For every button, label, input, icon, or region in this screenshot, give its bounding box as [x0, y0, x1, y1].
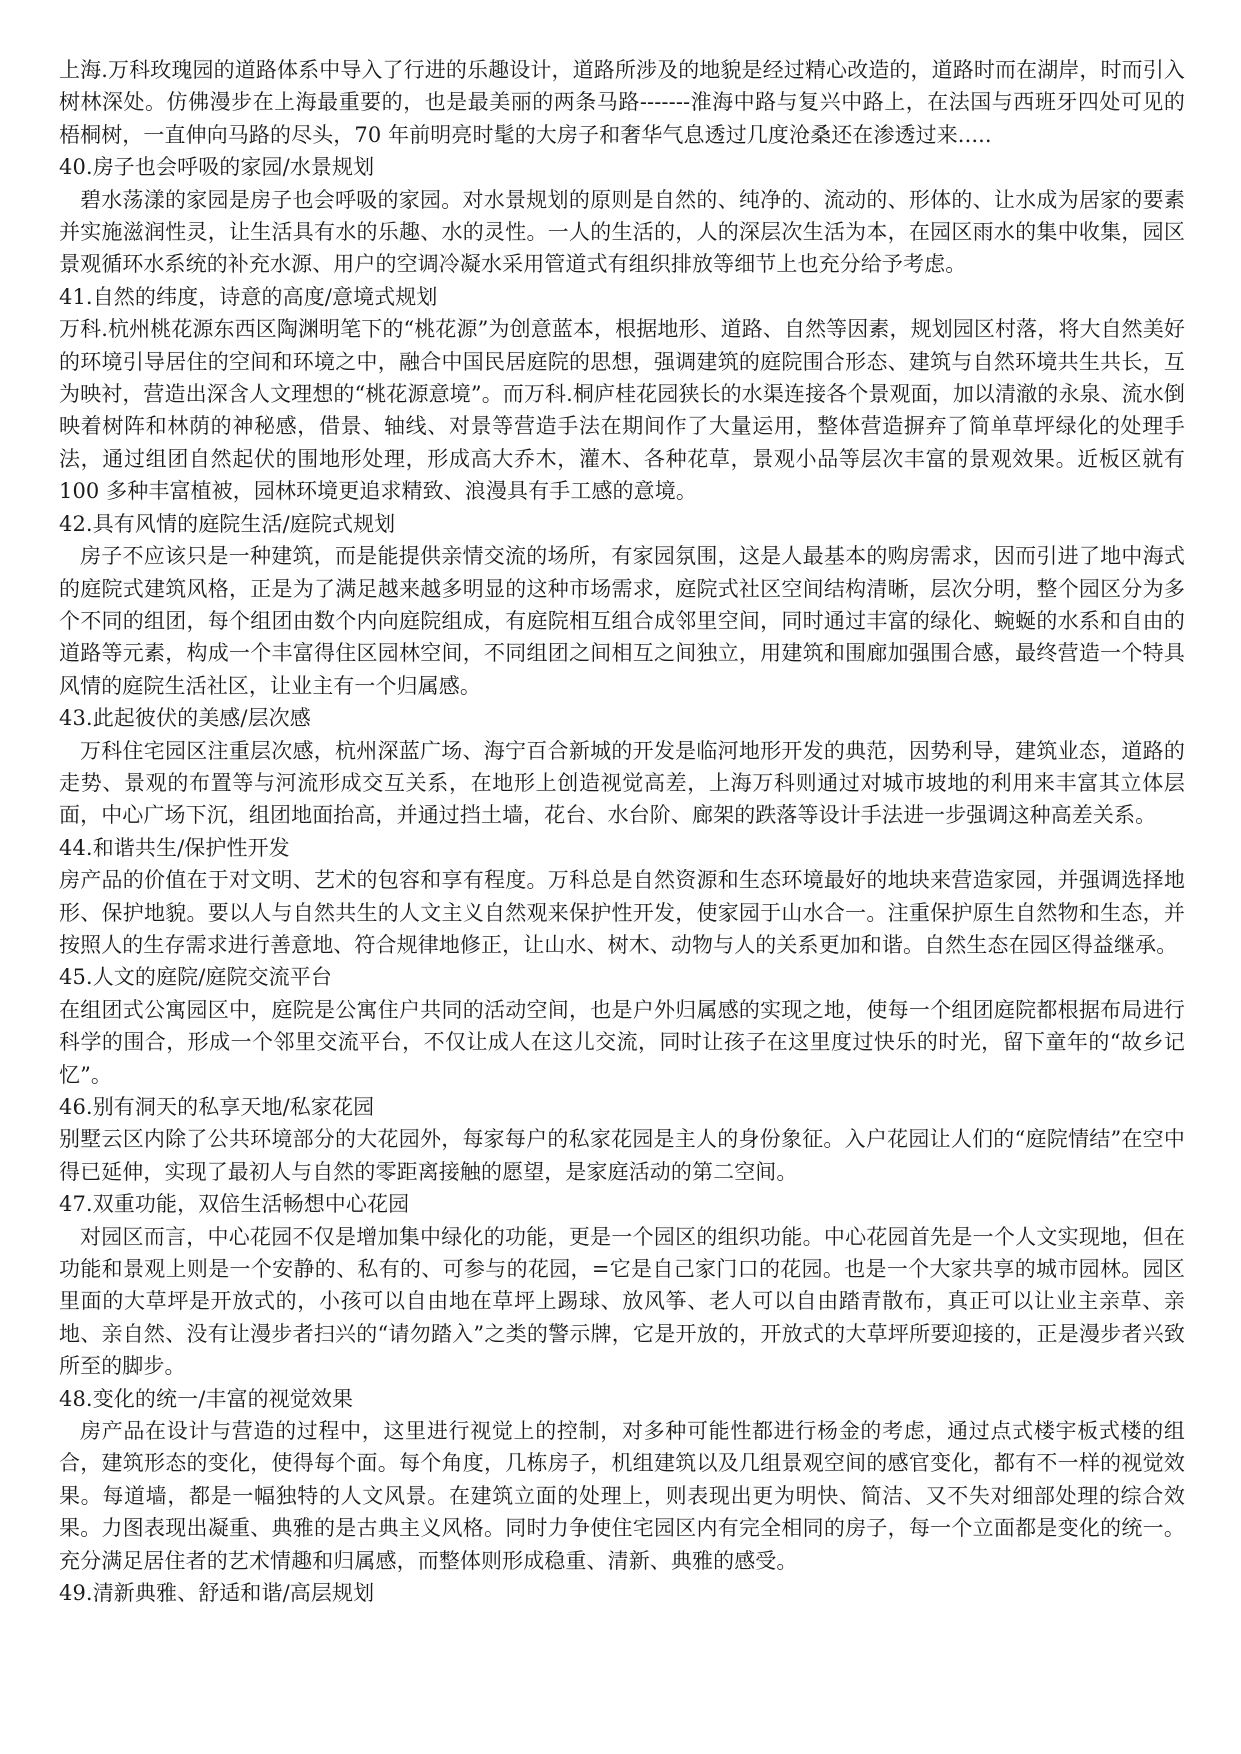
document-page [59, 54, 1185, 1610]
section-heading-46: 46.别有洞天的私享天地/私家花园 [59, 1095, 375, 1119]
section-heading-47: 47.双重功能，双倍生活畅想中心花园 [59, 1192, 410, 1217]
section-body-42: 房子不应该只是一种建筑，而是能提供亲情交流的场所，有家园氛围，这是人最基本的购房需求，因而引进了地中海式的庭院式建筑风格，正是为了满足越来越多明显的这种市场需求，庭院式社区空间结构清晰，层次分明，整个园区分为多个不同的组团，每个组团由数个内向庭院组成，有庭院相互组合成邻里空间，同时通过丰富的绿化、蜿蜒的水系和自由的道路等元素，构成一个丰富得住区园林空间，不同组团之间相互之间独立，用建筑和围廊加强围合感，最终营造一个特具风情的庭院生活社区，让业主有一个归属感。 [59, 544, 1185, 698]
section-body-44: 房产品的价值在于对文明、艺术的包容和享有程度。万科总是自然资源和生态环境最好的地块来营造家园，并强调选择地形、保护地貌。要以人与自然共生的人文主义自然观来保护性开发，使家园于山水合一。注重保护原生自然物和生态，并按照人的生存需求进行善意地、符合规律地修正，让山水、树木、动物与人的关系更加和谐。自然生态在园区得益继承。 [59, 868, 1185, 957]
section-body-43: 万科住宅园区注重层次感，杭州深蓝广场、海宁百合新城的开发是临河地形开发的典范，因势利导，建筑业态，道路的走势、景观的布置等与河流形成交互关系，在地形上创造视觉高差，上海万科则通过对城市坡地的利用来丰富其立体层面，中心广场下沉，组团地面抬高，并通过挡土墙，花台、水台阶、廊架的跌落等设计手法进一步强调这种高差关系。 [59, 738, 1185, 828]
section-heading-45: 45.人文的庭院/庭院交流平台 [59, 965, 332, 990]
section-heading-43: 43.此起彼伏的美感/层次感 [59, 706, 311, 731]
section-heading-49: 49.清新典雅、舒适和谐/高层规划 [59, 1581, 375, 1606]
section-body-46: 别墅云区内除了公共环境部分的大花园外，每家每户的私家花园是主人的身份象征。入户花园让人们的“庭院情结”在空中得已延伸，实现了最初人与自然的零距离接触的愿望，是家庭活动的第二空间。 [59, 1127, 1185, 1184]
section-body-45: 在组团式公寓园区中，庭院是公寓住户共同的活动空间，也是户外归属感的实现之地，使每一个组团庭院都根据布局进行科学的围合，形成一个邻里交流平台，不仅让成人在这儿交流，同时让孩子在这里度过快乐的时光，留下童年的“故乡记忆”。 [59, 997, 1185, 1087]
section-heading-44: 44.和谐共生/保护性开发 [59, 835, 290, 860]
section-body-40: 碧水荡漾的家园是房子也会呼吸的家园。对水景规划的原则是自然的、纯净的、流动的、形体的、让水成为居家的要素并实施滋润性灵，让生活具有水的乐趣、水的灵性。一人的生活的，人的深层次生活为本，在园区雨水的集中收集，园区景观循环水系统的补充水源、用户的空调冷凝水采用管道式有组织排放等细节上也充分给予考虑。 [59, 187, 1185, 277]
section-body-41: 万科.杭州桃花源东西区陶渊明笔下的“桃花源”为创意蓝本，根据地形、道路、自然等因素，规划园区村落，将大自然美好的环境引导居住的空间和环境之中，融合中国民居庭院的思想，强调建筑的庭院围合形态、建筑与自然环境共生共长，互为映衬，营造出深含人文理想的“桃花源意境”。而万科.桐庐桂花园狭长的水渠连接各个景观面，加以清澈的永泉、流水倒映着树阵和林荫的神秘感，借景、轴线、对景等营造手法在期间作了大量运用，整体营造摒弃了简单草坪绿化的处理手法，通过组团自然起伏的围地形处理，形成高大乔木，灌木、各种花草，景观小品等层次丰富的景观效果。近板区就有 100 多种丰富植被，园林环境更追求精致、浪漫具有手工感的意境。 [59, 317, 1185, 504]
section-heading-40: 40.房子也会呼吸的家园/水景规划 [59, 155, 375, 180]
section-heading-41: 41.自然的纬度，诗意的高度/意境式规划 [59, 284, 438, 309]
section-body-48: 房产品在设计与营造的过程中，这里进行视觉上的控制，对多种可能性都进行杨金的考虑，通过点式楼宇板式楼的组合，建筑形态的变化，使得每个面。每个角度，几栋房子，机组建筑以及几组景观空间的感官变化，都有不一样的视觉效果。每道墙，都是一幅独特的人文风景。在建筑立面的处理上，则表现出更为明快、简洁、又不失对细部处理的综合效果。力图表现出凝重、典雅的是古典主义风格。同时力争使住宅园区内有完全相同的房子，每一个立面都是变化的统一。充分满足居住者的艺术情趣和归属感，而整体则形成稳重、清新、典雅的感受。 [59, 1419, 1185, 1573]
intro-paragraph: 上海.万科玫瑰园的道路体系中导入了行进的乐趣设计，道路所涉及的地貌是经过精心改造的，道路时而在湖岸，时而引入树林深处。仿佛漫步在上海最重要的，也是最美丽的两条马路-------淮海中路与复兴中路上，在法国与西班牙四处可见的梧桐树，一直伸向马路的尽头，70 年前明亮时髦的大房子和奢华气息透过几度沧桑还在渗透过来..... [59, 58, 1185, 147]
section-body-47: 对园区而言，中心花园不仅是增加集中绿化的功能，更是一个园区的组织功能。中心花园首先是一个人文实现地，但在功能和景观上则是一个安静的、私有的、可参与的花园，=它是自己家门口的花园。也是一个大家共享的城市园林。园区里面的大草坪是开放式的，小孩可以自由地在草坪上踢球、放风筝、老人可以自由踏青散布，真正可以让业主亲草、亲地、亲自然、没有让漫步者扫兴的“请勿踏入”之类的警示牌，它是开放的，开放式的大草坪所要迎接的，正是漫步者兴致所至的脚步。 [59, 1224, 1185, 1379]
section-heading-42: 42.具有风情的庭院生活/庭院式规划 [59, 511, 396, 536]
section-heading-48: 48.变化的统一/丰富的视觉效果 [59, 1386, 354, 1411]
